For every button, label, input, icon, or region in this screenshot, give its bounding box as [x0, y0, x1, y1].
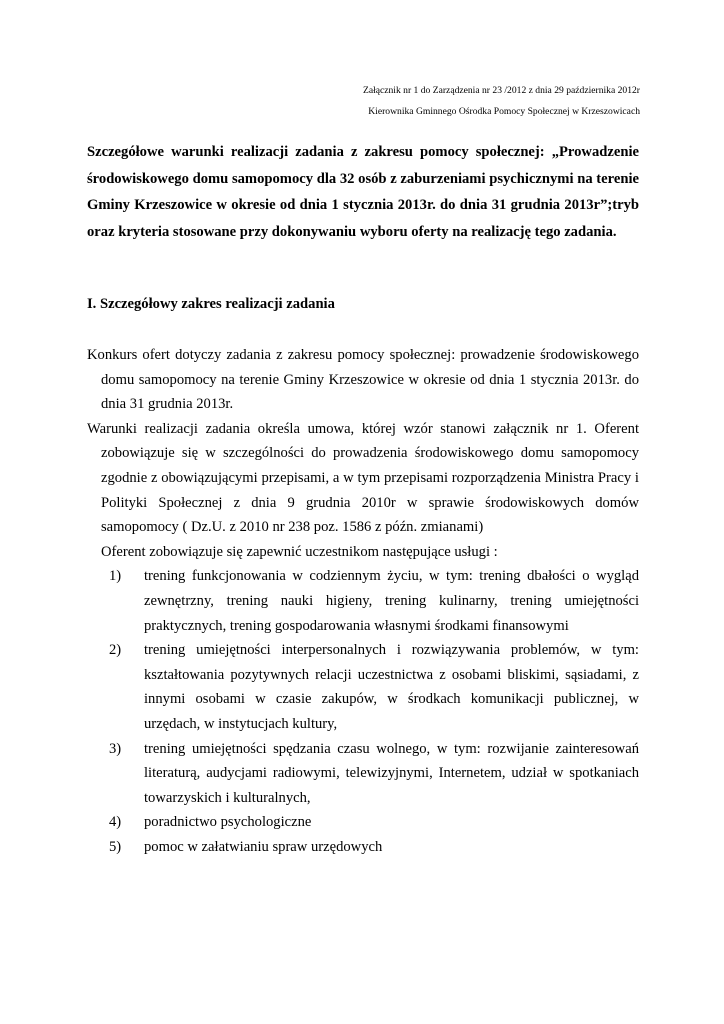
list-item-text: pomoc w załatwianiu spraw urzędowych — [144, 838, 383, 855]
list-item-text: trening funkcjonowania w codziennym życiu, w tym: trening dbałości o wygląd zewnętrzny, trening nauki higieny, trening kulinarny, trening umiejętności praktycznych, trening gospodarowania własnymi środkami finansowymi — [144, 568, 639, 634]
paragraph-contest: Konkurs ofert dotyczy zadania z zakresu pomocy społecznej: prowadzenie środowiskowego domu samopomocy na terenie Gminy Krzeszowice w okresie od dnia 1 stycznia 2013r. do dnia 31 grudnia 2013r. — [87, 347, 639, 413]
document-title: Szczegółowe warunki realizacji zadania z zakresu pomocy społecznej: „Prowadzenie środowiskowego domu samopomocy dla 32 osób z zaburzeniami psychicznymi na terenie Gminy Krzeszowice w okresie od dnia 1 stycznia 2013r. do dnia 31 grudnia 2013r”;tryb oraz kryteria stosowane przy dokonywaniu wyboru oferty na realizację tego zadania. — [87, 144, 639, 240]
header-line-office: Kierownika Gminnego Ośrodka Pomocy Społecznej w Krzeszowicach — [368, 106, 640, 117]
list-item-text: poradnictwo psychologiczne — [144, 814, 312, 831]
document-body — [87, 343, 639, 859]
list-item-text: trening umiejętności interpersonalnych i rozwiązywania problemów, w tym: kształtowania pozytywnych relacji uczestnictwa z osobami bliskimi, sąsiadami, z innymi osobami w czasie zakupów, w środkach komunikacji publicznej, w urzędach, w instytucjach kultury, — [144, 642, 639, 732]
attachment-header — [363, 80, 640, 122]
list-item — [87, 737, 639, 811]
list-item-number: 2) — [109, 642, 122, 659]
header-line-regulation: Załącznik nr 1 do Zarządzenia nr 23 /2012 z dnia 29 października 2012r — [362, 85, 640, 96]
section-heading: I. Szczegółowy zakres realizacji zadania — [87, 296, 335, 312]
paragraph-conditions: Warunki realizacji zadania określa umowa, której wzór stanowi załącznik nr 1. Oferent zobowiązuje się w szczególności do prowadzenia środowiskowego domu samopomocy zgodnie z obowiązującymi przepisami, a w tym przepisami rozporządzenia Ministra Pracy i Polityki Społecznej z dnia 9 grudnia 2010r w sprawie środowiskowych domów samopomocy ( Dz.U. z 2010 nr 238 poz. 1586 z późn. zmianami) — [87, 420, 639, 536]
services-intro: Oferent zobowiązuje się zapewnić uczestnikom następujące usługi : — [101, 543, 498, 560]
list-item-text: trening umiejętności spędzania czasu wolnego, w tym: rozwijanie zainteresowań literaturą, audycjami radiowymi, telewizyjnymi, Internetem, udział w spotkaniach towarzyskich i kulturalnych, — [144, 740, 639, 806]
list-item-number: 4) — [109, 814, 122, 831]
services-list — [87, 564, 639, 859]
list-item-number: 5) — [109, 838, 122, 855]
list-item — [87, 835, 639, 860]
list-item-number: 1) — [109, 568, 122, 585]
list-item — [87, 638, 639, 736]
list-item — [87, 564, 639, 638]
list-item — [87, 810, 639, 835]
list-item-number: 3) — [109, 740, 122, 757]
